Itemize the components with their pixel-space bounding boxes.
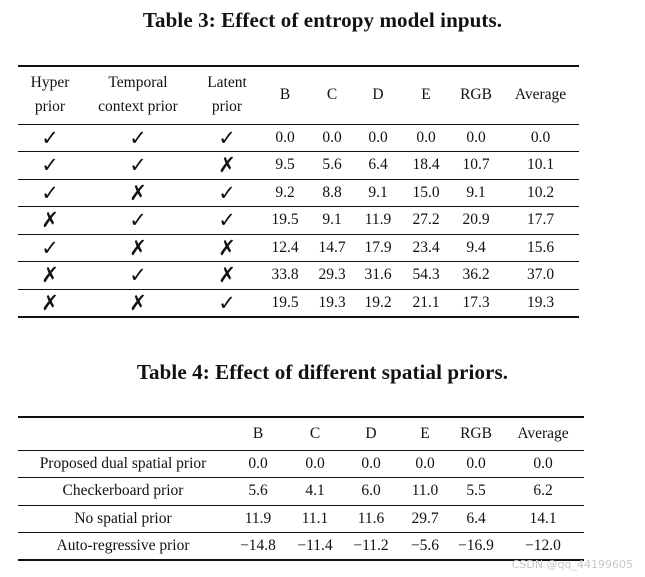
cell-d: 31.6 [364,266,392,284]
table3-caption: Table 3: Effect of entropy model inputs. [142,8,503,32]
cell-d: 9.1 [368,183,388,201]
row-label: Checkerboard prior [62,482,184,500]
cell-c: 5.6 [322,156,342,174]
cell-b: 19.5 [271,211,299,229]
cell-d: 6.4 [368,156,388,174]
cell-value: 6.2 [533,482,553,500]
cross-icon: ✗ [129,235,147,260]
table3-body [18,124,579,317]
header-e: E [421,86,431,104]
header-method [18,417,228,450]
cell-value: 29.7 [411,509,439,527]
cell-value: 0.0 [361,454,381,472]
cell-value: 11.0 [411,482,439,500]
cell-b: 9.2 [275,183,295,201]
table-row [18,152,579,180]
cell-value: −14.8 [240,537,276,554]
table4-header [18,417,584,450]
cell-value: 0.0 [248,454,268,472]
cross-icon: ✗ [129,180,147,205]
cell-value: 11.9 [244,509,272,527]
cell-value: 0.0 [415,454,435,472]
cell-average: 15.6 [526,238,555,256]
cell-c: 19.3 [318,293,346,311]
table-row [18,262,579,290]
header-b: B [252,424,264,442]
cell-value: 0.0 [305,454,325,472]
cell-value: 5.5 [466,482,486,500]
check-icon: ✓ [129,208,147,233]
check-icon: ✓ [129,125,147,150]
cell-c: 0.0 [322,128,342,146]
cell-value: 0.0 [466,454,486,472]
cell-e: 0.0 [416,128,436,146]
header-hyper-line2: prior [34,98,66,116]
check-icon: ✓ [218,180,236,205]
header-temporal-line2: context prior [98,98,178,116]
cell-e: 54.3 [412,266,440,284]
check-icon: ✓ [41,153,59,178]
cross-icon: ✗ [41,208,59,233]
cell-average: 17.7 [526,211,555,229]
cell-e: 21.1 [412,293,440,311]
check-icon: ✓ [218,125,236,150]
cell-value: −16.9 [458,537,494,554]
cell-average: 0.0 [530,128,551,146]
header-e: E [420,424,430,442]
cell-value: 4.1 [305,482,325,500]
header-latent-prior [194,66,260,124]
header-c: C [326,86,338,104]
cell-c: 29.3 [318,266,346,284]
cross-icon: ✗ [218,263,236,288]
cell-value: 11.1 [301,509,329,527]
cell-e: 23.4 [412,238,440,256]
table-row [18,450,584,478]
cell-d: 11.9 [364,211,392,229]
header-hyper-prior [18,66,82,124]
table4-caption: Table 4: Effect of different spatial priors. [136,360,509,384]
cell-value: 11.6 [357,509,385,527]
cell-rgb: 36.2 [462,266,490,284]
cell-value: −11.4 [297,537,333,554]
check-icon: ✓ [129,263,147,288]
header-rgb: RGB [460,424,492,442]
table-row [18,505,584,533]
cell-d: 19.2 [364,293,392,311]
cell-rgb: 10.7 [462,156,490,174]
cell-d: 17.9 [364,238,392,256]
table3-header [18,66,579,124]
header-d: D [365,424,377,442]
check-icon: ✓ [129,153,147,178]
header-rgb: RGB [460,86,492,104]
row-label: No spatial prior [74,509,172,527]
cell-value: 6.0 [361,482,381,500]
cell-average: 10.1 [526,156,555,174]
table-row [18,289,579,317]
cell-e: 18.4 [412,156,440,174]
cross-icon: ✗ [218,235,236,260]
row-label: Auto-regressive prior [56,537,190,554]
cross-icon: ✗ [129,290,147,315]
table-row [18,124,579,152]
table-row [18,207,579,235]
cross-icon: ✗ [218,153,236,178]
table-row [18,234,579,262]
check-icon: ✓ [41,125,59,150]
header-latent-line1: Latent [207,74,247,92]
check-icon: ✓ [41,235,59,260]
table4-body [18,450,584,560]
header-latent-line2: prior [211,98,243,116]
cell-c: 9.1 [322,211,342,229]
cell-value: 0.0 [533,454,553,472]
cell-rgb: 0.0 [466,128,486,146]
cell-c: 14.7 [318,238,346,256]
cell-average: 19.3 [526,293,555,311]
cell-b: 0.0 [275,128,295,146]
cell-rgb: 9.4 [466,238,486,256]
cell-value: −11.2 [353,537,389,554]
check-icon: ✓ [41,180,59,205]
cell-average: 10.2 [526,183,555,201]
header-c: C [309,424,321,442]
cell-rgb: 9.1 [466,183,486,201]
cell-d: 0.0 [368,128,388,146]
cell-b: 12.4 [271,238,299,256]
cross-icon: ✗ [41,263,59,288]
check-icon: ✓ [218,208,236,233]
cell-average: 37.0 [526,266,555,284]
header-average: Average [517,424,569,442]
header-temporal-context-prior [82,66,194,124]
cell-value: 14.1 [529,509,557,527]
cell-e: 27.2 [412,211,440,229]
cross-icon: ✗ [41,290,59,315]
row-label: Proposed dual spatial prior [39,454,207,472]
table4 [18,416,584,561]
header-temporal-line1: Temporal [108,74,168,92]
cell-rgb: 17.3 [462,293,490,311]
watermark: CSDN @qq_44199605 [511,558,633,571]
table-row [18,478,584,506]
cell-e: 15.0 [412,183,440,201]
cell-value: −12.0 [525,537,561,554]
header-hyper-line1: Hyper [30,74,70,92]
table3 [18,65,579,318]
cell-b: 33.8 [271,266,299,284]
cell-value: −5.6 [410,537,440,554]
cell-c: 8.8 [322,183,342,201]
cell-b: 9.5 [275,156,295,174]
table-row [18,533,584,561]
cell-b: 19.5 [271,293,299,311]
cell-value: 6.4 [466,509,486,527]
cell-rgb: 20.9 [462,211,490,229]
header-average: Average [514,86,567,104]
check-icon: ✓ [218,290,236,315]
header-d: D [372,86,384,104]
cell-value: 5.6 [248,482,268,500]
table-row [18,179,579,207]
header-b: B [279,86,291,104]
